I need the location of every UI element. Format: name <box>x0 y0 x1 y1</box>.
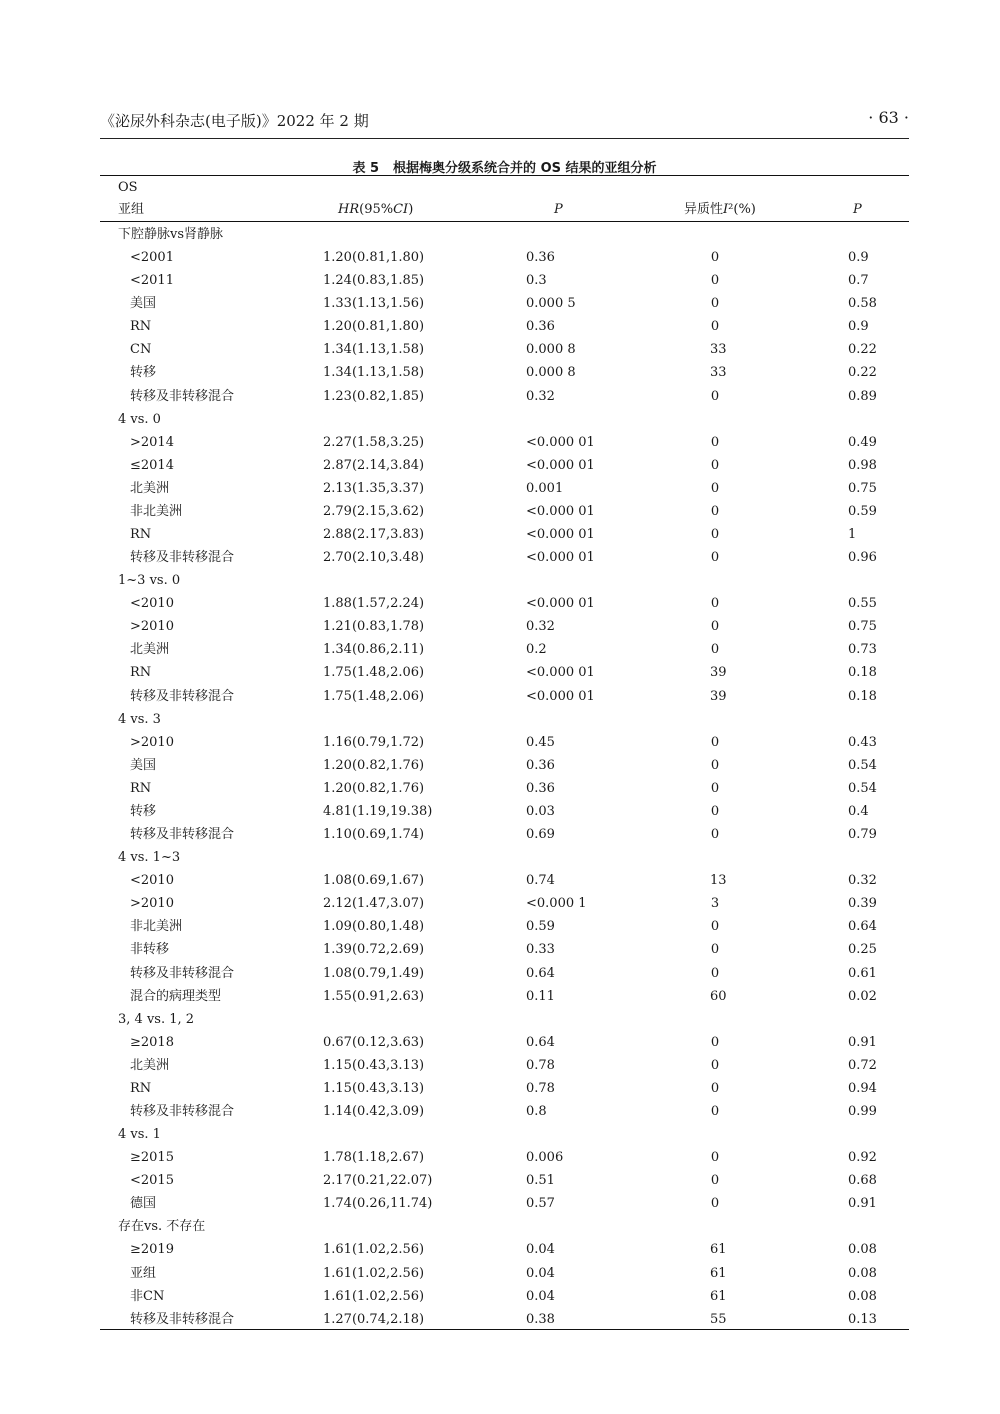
p-value-cell: 0.8 <box>526 1103 547 1119</box>
heterogeneity-cell: 33 <box>710 365 727 381</box>
p-value-cell: 0.51 <box>526 1173 555 1189</box>
subgroup-cell: <2001 <box>130 250 174 266</box>
p-heterogeneity-cell: 0.22 <box>848 365 877 381</box>
heterogeneity-cell: 0 <box>710 942 720 958</box>
table-row <box>100 1146 909 1169</box>
p-heterogeneity-cell: 0.92 <box>848 1150 877 1166</box>
p-value-cell: 0.74 <box>526 873 555 889</box>
table-row <box>100 523 909 546</box>
hr-ci-cell: 1.61(1.02,2.56) <box>323 1265 425 1281</box>
running-head <box>100 108 909 134</box>
heterogeneity-cell: 0 <box>710 1103 720 1119</box>
table-row <box>100 754 909 777</box>
journal-citation: 《泌尿外科杂志(电子版)》2022 年 2 期 <box>100 112 369 130</box>
table-row <box>100 477 909 500</box>
subgroup-cell: 北美洲 <box>130 642 170 658</box>
group-row <box>100 1215 909 1238</box>
table-body <box>100 223 909 1331</box>
hr-ci-cell: 1.20(0.82,1.76) <box>323 757 425 773</box>
p-value-cell: 0.000 8 <box>526 365 576 381</box>
heterogeneity-cell: 0 <box>710 388 720 404</box>
p-heterogeneity-cell: 0.54 <box>848 757 877 773</box>
hr-ci-cell: 1.15(0.43,3.13) <box>323 1057 425 1073</box>
p-heterogeneity-cell: 0.08 <box>848 1288 877 1304</box>
table-caption-number: 表 5 <box>352 161 380 176</box>
heterogeneity-cell: 61 <box>710 1242 727 1258</box>
heterogeneity-cell: 0 <box>710 319 720 335</box>
table-row <box>100 1192 909 1215</box>
hr-ci-cell: 1.10(0.69,1.74) <box>323 827 425 843</box>
hr-ci-cell: 1.39(0.72,2.69) <box>323 942 425 958</box>
heterogeneity-cell: 0 <box>710 457 720 473</box>
heterogeneity-cell: 0 <box>710 780 720 796</box>
p-heterogeneity-cell: 0.18 <box>848 665 877 681</box>
table-row <box>100 338 909 361</box>
p-value-cell: 0.03 <box>526 803 555 819</box>
table-row <box>100 685 909 708</box>
p-heterogeneity-cell: 0.13 <box>848 1311 877 1327</box>
subgroup-cell: <2015 <box>130 1173 174 1189</box>
subgroup-cell: 转移 <box>130 803 157 819</box>
hr-ci-cell: 2.17(0.21,22.07) <box>323 1173 433 1189</box>
table-caption <box>100 157 909 176</box>
hr-ci-cell: 1.75(1.48,2.06) <box>323 688 425 704</box>
heterogeneity-cell: 13 <box>710 873 727 889</box>
heterogeneity-cell: 0 <box>710 480 720 496</box>
subgroup-cell: >2010 <box>130 896 174 912</box>
table-header-rule <box>100 221 909 222</box>
p-value-cell: 0.64 <box>526 1034 555 1050</box>
p-heterogeneity-cell: 0.54 <box>848 780 877 796</box>
subgroup-cell: <2011 <box>130 273 174 289</box>
table-row <box>100 1169 909 1192</box>
p-heterogeneity-cell: 0.91 <box>848 1196 877 1212</box>
column-header-os: OS <box>118 180 138 195</box>
heterogeneity-cell: 0 <box>710 1057 720 1073</box>
table-row <box>100 269 909 292</box>
table-row <box>100 615 909 638</box>
p-heterogeneity-cell: 0.64 <box>848 919 877 935</box>
p-heterogeneity-cell: 0.4 <box>848 803 869 819</box>
page-number: · 63 · <box>868 108 909 127</box>
table-caption-title: 根据梅奥分级系统合并的 OS 结果的亚组分析 <box>393 161 657 176</box>
heterogeneity-cell: 0 <box>710 503 720 519</box>
table-row <box>100 638 909 661</box>
table-row <box>100 315 909 338</box>
p-heterogeneity-cell: 0.99 <box>848 1103 877 1119</box>
group-label: 4 vs. 3 <box>118 711 161 727</box>
heterogeneity-cell: 0 <box>710 550 720 566</box>
column-header-hr <box>338 200 413 220</box>
p-value-cell: 0.78 <box>526 1080 555 1096</box>
p-heterogeneity-cell: 0.98 <box>848 457 877 473</box>
group-row <box>100 708 909 731</box>
table-row <box>100 592 909 615</box>
subgroup-cell: 非北美洲 <box>130 503 183 519</box>
table-row <box>100 938 909 961</box>
column-header-hr-mid: (95% <box>359 202 394 217</box>
subgroup-cell: 非转移 <box>130 942 170 958</box>
p-heterogeneity-cell: 0.59 <box>848 503 877 519</box>
p-value-cell: 0.2 <box>526 642 547 658</box>
subgroup-cell: RN <box>130 780 152 796</box>
heterogeneity-cell: 0 <box>710 434 720 450</box>
p-value-cell: 0.04 <box>526 1242 555 1258</box>
hr-ci-cell: 2.88(2.17,3.83) <box>323 527 425 543</box>
heterogeneity-cell: 39 <box>710 665 727 681</box>
p-heterogeneity-cell: 0.08 <box>848 1265 877 1281</box>
p-heterogeneity-cell: 0.58 <box>848 296 877 312</box>
table-row <box>100 1285 909 1308</box>
p-value-cell: 0.04 <box>526 1265 555 1281</box>
p-heterogeneity-cell: 0.7 <box>848 273 869 289</box>
group-label: 下腔静脉vs肾静脉 <box>118 227 224 242</box>
hr-ci-cell: 1.23(0.82,1.85) <box>323 388 425 404</box>
table-row <box>100 892 909 915</box>
hr-ci-cell: 1.27(0.74,2.18) <box>323 1311 425 1327</box>
hr-ci-cell: 1.34(1.13,1.58) <box>323 342 425 358</box>
subgroup-cell: ≤2014 <box>130 457 174 473</box>
heterogeneity-cell: 0 <box>710 1150 720 1166</box>
group-label: 4 vs. 0 <box>118 411 161 427</box>
hr-ci-cell: 1.34(0.86,2.11) <box>323 642 425 658</box>
table-row <box>100 1308 909 1331</box>
p-value-cell: 0.33 <box>526 942 555 958</box>
heterogeneity-cell: 0 <box>710 642 720 658</box>
subgroup-cell: ≥2018 <box>130 1034 174 1050</box>
table-row <box>100 292 909 315</box>
p-heterogeneity-cell: 0.08 <box>848 1242 877 1258</box>
p-heterogeneity-cell: 0.68 <box>848 1173 877 1189</box>
heterogeneity-cell: 60 <box>710 988 727 1004</box>
subgroup-cell: 北美洲 <box>130 480 170 496</box>
hr-ci-cell: 1.33(1.13,1.56) <box>323 296 425 312</box>
p-heterogeneity-cell: 0.22 <box>848 342 877 358</box>
table-row <box>100 1077 909 1100</box>
subgroup-cell: 亚组 <box>130 1265 157 1281</box>
heterogeneity-cell: 55 <box>710 1311 727 1327</box>
hr-ci-cell: 1.20(0.81,1.80) <box>323 319 425 335</box>
table-row <box>100 661 909 684</box>
hr-ci-cell: 1.15(0.43,3.13) <box>323 1080 425 1096</box>
subgroup-cell: RN <box>130 319 152 335</box>
p-value-cell: <0.000 01 <box>526 688 595 704</box>
hr-ci-cell: 2.79(2.15,3.62) <box>323 503 425 519</box>
p-value-cell: 0.78 <box>526 1057 555 1073</box>
group-row <box>100 1008 909 1031</box>
subgroup-cell: 转移及非转移混合 <box>130 965 235 981</box>
subgroup-cell: ≥2015 <box>130 1150 174 1166</box>
p-value-cell: 0.38 <box>526 1311 555 1327</box>
subgroup-cell: 转移及非转移混合 <box>130 388 235 404</box>
subgroup-cell: 美国 <box>130 757 157 773</box>
group-label: 3, 4 vs. 1, 2 <box>118 1011 195 1027</box>
hr-ci-cell: 0.67(0.12,3.63) <box>323 1034 425 1050</box>
p-heterogeneity-cell: 0.91 <box>848 1034 877 1050</box>
heterogeneity-cell: 0 <box>710 919 720 935</box>
heterogeneity-cell: 0 <box>710 1196 720 1212</box>
subgroup-cell: 非北美洲 <box>130 919 183 935</box>
hr-ci-cell: 4.81(1.19,19.38) <box>323 803 433 819</box>
subgroup-cell: ≥2019 <box>130 1242 174 1258</box>
column-header-het-italic: I <box>723 202 729 217</box>
p-value-cell: <0.000 01 <box>526 550 595 566</box>
table-bottom-rule <box>100 1329 909 1330</box>
p-value-cell: 0.36 <box>526 319 555 335</box>
table-row <box>100 985 909 1008</box>
column-header-hr-italic: HR <box>338 202 360 217</box>
p-heterogeneity-cell: 0.89 <box>848 388 877 404</box>
group-label: 4 vs. 1~3 <box>118 850 181 866</box>
subgroup-cell: RN <box>130 1080 152 1096</box>
p-value-cell: 0.64 <box>526 965 555 981</box>
hr-ci-cell: 1.08(0.79,1.49) <box>323 965 425 981</box>
p-value-cell: <0.000 01 <box>526 434 595 450</box>
p-value-cell: 0.32 <box>526 388 555 404</box>
p-value-cell: 0.000 8 <box>526 342 576 358</box>
group-row <box>100 1123 909 1146</box>
heterogeneity-cell: 0 <box>710 250 720 266</box>
heterogeneity-cell: 0 <box>710 527 720 543</box>
hr-ci-cell: 1.20(0.81,1.80) <box>323 250 425 266</box>
p-heterogeneity-cell: 0.18 <box>848 688 877 704</box>
group-label: 4 vs. 1 <box>118 1127 161 1143</box>
group-row <box>100 569 909 592</box>
hr-ci-cell: 2.87(2.14,3.84) <box>323 457 425 473</box>
group-row <box>100 846 909 869</box>
subgroup-cell: RN <box>130 527 152 543</box>
p-heterogeneity-cell: 0.9 <box>848 319 869 335</box>
heterogeneity-cell: 0 <box>710 734 720 750</box>
subgroup-cell: 美国 <box>130 296 157 312</box>
subgroup-cell: <2010 <box>130 873 174 889</box>
hr-ci-cell: 1.09(0.80,1.48) <box>323 919 425 935</box>
heterogeneity-cell: 0 <box>710 965 720 981</box>
p-value-cell: <0.000 01 <box>526 457 595 473</box>
table-row <box>100 454 909 477</box>
p-value-cell: <0.000 01 <box>526 596 595 612</box>
table-row <box>100 546 909 569</box>
hr-ci-cell: 1.55(0.91,2.63) <box>323 988 425 1004</box>
p-value-cell: 0.45 <box>526 734 555 750</box>
table-row <box>100 361 909 384</box>
hr-ci-cell: 1.16(0.79,1.72) <box>323 734 425 750</box>
column-header-p-heterogeneity: P <box>853 202 862 217</box>
heterogeneity-cell: 61 <box>710 1265 727 1281</box>
p-value-cell: 0.006 <box>526 1150 564 1166</box>
hr-ci-cell: 1.61(1.02,2.56) <box>323 1288 425 1304</box>
p-value-cell: 0.001 <box>526 480 564 496</box>
subgroup-cell: 转移及非转移混合 <box>130 550 235 566</box>
column-header-het-suffix: ²(%) <box>728 202 756 217</box>
table-row <box>100 869 909 892</box>
heterogeneity-cell: 0 <box>710 803 720 819</box>
header-rule <box>100 138 909 139</box>
heterogeneity-cell: 39 <box>710 688 727 704</box>
p-value-cell: 0.59 <box>526 919 555 935</box>
table-row <box>100 1238 909 1261</box>
table-top-rule <box>100 175 909 176</box>
table-row <box>100 915 909 938</box>
p-value-cell: 0.36 <box>526 780 555 796</box>
hr-ci-cell: 1.61(1.02,2.56) <box>323 1242 425 1258</box>
heterogeneity-cell: 0 <box>710 619 720 635</box>
hr-ci-cell: 1.75(1.48,2.06) <box>323 665 425 681</box>
hr-ci-cell: 1.74(0.26,11.74) <box>323 1196 433 1212</box>
p-heterogeneity-cell: 0.75 <box>848 619 877 635</box>
subgroup-cell: 非CN <box>130 1288 165 1304</box>
hr-ci-cell: 1.78(1.18,2.67) <box>323 1150 425 1166</box>
column-header-subgroup: 亚组 <box>118 202 145 217</box>
p-heterogeneity-cell: 0.32 <box>848 873 877 889</box>
hr-ci-cell: 2.12(1.47,3.07) <box>323 896 425 912</box>
hr-ci-cell: 1.24(0.83,1.85) <box>323 273 425 289</box>
p-value-cell: 0.000 5 <box>526 296 576 312</box>
p-heterogeneity-cell: 0.61 <box>848 965 877 981</box>
p-heterogeneity-cell: 0.02 <box>848 988 877 1004</box>
hr-ci-cell: 1.21(0.83,1.78) <box>323 619 425 635</box>
subgroup-cell: 转移及非转移混合 <box>130 827 235 843</box>
heterogeneity-cell: 61 <box>710 1288 727 1304</box>
p-heterogeneity-cell: 0.72 <box>848 1057 877 1073</box>
table-row <box>100 800 909 823</box>
hr-ci-cell: 1.14(0.42,3.09) <box>323 1103 425 1119</box>
p-value-cell: 0.36 <box>526 757 555 773</box>
subgroup-cell: 混合的病理类型 <box>130 988 222 1004</box>
p-heterogeneity-cell: 0.94 <box>848 1080 877 1096</box>
p-heterogeneity-cell: 1 <box>848 527 857 543</box>
p-heterogeneity-cell: 0.96 <box>848 550 877 566</box>
hr-ci-cell: 1.08(0.69,1.67) <box>323 873 425 889</box>
table-row <box>100 1100 909 1123</box>
table-row <box>100 431 909 454</box>
p-heterogeneity-cell: 0.39 <box>848 896 877 912</box>
subgroup-cell: RN <box>130 665 152 681</box>
table-row <box>100 385 909 408</box>
heterogeneity-cell: 0 <box>710 757 720 773</box>
column-header-hr-end: ) <box>408 202 414 217</box>
group-label: 1~3 vs. 0 <box>118 573 181 589</box>
table-row <box>100 246 909 269</box>
p-value-cell: 0.32 <box>526 619 555 635</box>
subgroup-cell: <2010 <box>130 596 174 612</box>
hr-ci-cell: 1.88(1.57,2.24) <box>323 596 425 612</box>
table-row <box>100 962 909 985</box>
heterogeneity-cell: 0 <box>710 1080 720 1096</box>
heterogeneity-cell: 0 <box>710 273 720 289</box>
group-label: 存在vs. 不存在 <box>118 1219 206 1235</box>
subgroup-cell: >2010 <box>130 734 174 750</box>
table-row <box>100 823 909 846</box>
heterogeneity-cell: 0 <box>710 827 720 843</box>
group-row <box>100 408 909 431</box>
p-value-cell: 0.57 <box>526 1196 555 1212</box>
subgroup-cell: 北美洲 <box>130 1057 170 1073</box>
heterogeneity-cell: 0 <box>710 296 720 312</box>
p-heterogeneity-cell: 0.55 <box>848 596 877 612</box>
column-header-hr-ci: CI <box>393 202 409 217</box>
subgroup-cell: >2014 <box>130 434 174 450</box>
heterogeneity-cell: 33 <box>710 342 727 358</box>
column-header-p: P <box>554 202 563 217</box>
p-heterogeneity-cell: 0.73 <box>848 642 877 658</box>
heterogeneity-cell: 0 <box>710 596 720 612</box>
table-row <box>100 1031 909 1054</box>
subgroup-cell: 转移及非转移混合 <box>130 1103 235 1119</box>
subgroup-cell: 转移 <box>130 365 157 381</box>
p-value-cell: <0.000 01 <box>526 665 595 681</box>
p-heterogeneity-cell: 0.25 <box>848 942 877 958</box>
p-heterogeneity-cell: 0.79 <box>848 827 877 843</box>
hr-ci-cell: 1.20(0.82,1.76) <box>323 780 425 796</box>
p-heterogeneity-cell: 0.43 <box>848 734 877 750</box>
table-row <box>100 777 909 800</box>
group-row <box>100 223 909 246</box>
p-heterogeneity-cell: 0.49 <box>848 434 877 450</box>
p-value-cell: <0.000 01 <box>526 527 595 543</box>
hr-ci-cell: 1.34(1.13,1.58) <box>323 365 425 381</box>
p-value-cell: 0.69 <box>526 827 555 843</box>
hr-ci-cell: 2.27(1.58,3.25) <box>323 434 425 450</box>
column-header-het-prefix: 异质性 <box>684 202 724 217</box>
table-row <box>100 1054 909 1077</box>
p-value-cell: 0.3 <box>526 273 547 289</box>
table-row <box>100 500 909 523</box>
hr-ci-cell: 2.13(1.35,3.37) <box>323 480 425 496</box>
subgroup-cell: CN <box>130 342 152 358</box>
heterogeneity-cell: 0 <box>710 1173 720 1189</box>
p-heterogeneity-cell: 0.75 <box>848 480 877 496</box>
p-heterogeneity-cell: 0.9 <box>848 250 869 266</box>
subgroup-cell: 转移及非转移混合 <box>130 688 235 704</box>
p-value-cell: <0.000 1 <box>526 896 587 912</box>
p-value-cell: 0.11 <box>526 988 555 1004</box>
p-value-cell: 0.04 <box>526 1288 555 1304</box>
table-row <box>100 731 909 754</box>
heterogeneity-cell: 3 <box>710 896 720 912</box>
subgroup-cell: 德国 <box>130 1196 157 1212</box>
heterogeneity-cell: 0 <box>710 1034 720 1050</box>
subgroup-cell: >2010 <box>130 619 174 635</box>
p-value-cell: <0.000 01 <box>526 503 595 519</box>
subgroup-cell: 转移及非转移混合 <box>130 1311 235 1327</box>
table-row <box>100 1262 909 1285</box>
p-value-cell: 0.36 <box>526 250 555 266</box>
column-header-heterogeneity <box>684 200 756 220</box>
hr-ci-cell: 2.70(2.10,3.48) <box>323 550 425 566</box>
